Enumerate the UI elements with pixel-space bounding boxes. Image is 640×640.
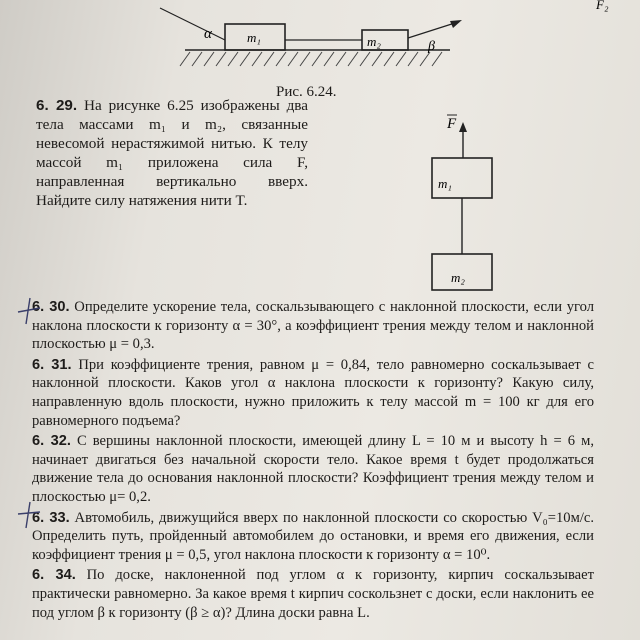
figure-caption-6-24: Рис. 6.24. xyxy=(276,84,337,100)
problem-number: 6. 33. xyxy=(32,509,70,526)
problem-number: 6. 34. xyxy=(32,567,76,584)
problem-number: 6. 32. xyxy=(32,433,71,450)
problem-6-29 xyxy=(36,96,308,210)
problem-6-33 xyxy=(32,509,594,565)
figure-6-24 xyxy=(0,0,640,80)
label-m2: m₂ xyxy=(367,34,381,49)
problem-6-31 xyxy=(32,356,594,430)
problem-text: Определите ускорение тела, соскальзывающего с наклонной плоскости, если угол наклона плоскости к горизонту α = 30°, а коэффициент трения между телом и наклонной плоскостью μ = 0,3. xyxy=(32,299,595,353)
problem-text: При коэффициенте трения, равном μ = 0,84, тело равномерно соскальзывает с наклонной плоскости. Каков угол α наклона плоскости к горизонту? Какую силу, направленную вдоль плоскости, нужно приложить к телу массой m = 100 кг для его равномерного подъема? xyxy=(32,356,595,429)
problem-number: 6. 30. xyxy=(32,299,70,315)
label-f2: F₂ xyxy=(596,0,609,12)
ground-hatching xyxy=(180,52,442,66)
label-beta: β xyxy=(428,39,435,54)
label-m1: m₁ xyxy=(247,30,261,45)
figure-6-25 xyxy=(405,108,525,298)
force-label: F xyxy=(447,116,457,132)
problem-6-34 xyxy=(32,566,594,622)
problem-list xyxy=(32,298,594,624)
force-arrow-1 xyxy=(160,8,225,40)
label-m2: m₂ xyxy=(451,270,465,285)
pen-tick-mark xyxy=(14,296,44,326)
problem-6-30 xyxy=(32,298,594,354)
pen-tick-mark xyxy=(14,500,44,530)
label-m1: m₁ xyxy=(438,176,452,191)
problem-6-32 xyxy=(32,432,594,506)
problem-text: На рисунке 6.25 изображены два тела массами m₁ и m₂, связанные невесомой нерастяжимой нитью. К телу массой m₁ приложена сила F, направленная вертикально вверх. Найдите силу натяжения нити T. xyxy=(36,97,309,209)
problem-text: С вершины наклонной плоскости, имеющей длину L = 10 м и высоту h = 6 м, начинает двигаться без начальной скорости тело. Какое время t будет продолжаться движение тела до основания наклонной плоскости? Коэффициент трения между телом и плоскостью μ= 0,2. xyxy=(32,433,594,505)
problem-number: 6. 29. xyxy=(36,97,78,114)
problem-text: Автомобиль, движущийся вверх по наклонной плоскости со скоростью V₀=10м/с. Определить путь, пройденный автомобилем до остановки, и время его движения, если коэффициент трения μ = 0,5, угол наклона плоскости к горизонту α = 10⁰. xyxy=(32,509,594,563)
problem-number: 6. 31. xyxy=(32,356,72,373)
label-alpha: α xyxy=(204,26,212,42)
problem-text: По доске, наклоненной под углом α к горизонту, кирпич соскальзывает практически равномерно. За какое время t кирпич соскользнет с доски, если наклонить ее под углом β к горизонту (β ≥ α)? Длина доски равна L. xyxy=(32,567,594,621)
force-arrow-2 xyxy=(408,22,458,38)
force-arrow-2-head xyxy=(450,20,462,28)
force-arrow-head xyxy=(459,122,467,132)
